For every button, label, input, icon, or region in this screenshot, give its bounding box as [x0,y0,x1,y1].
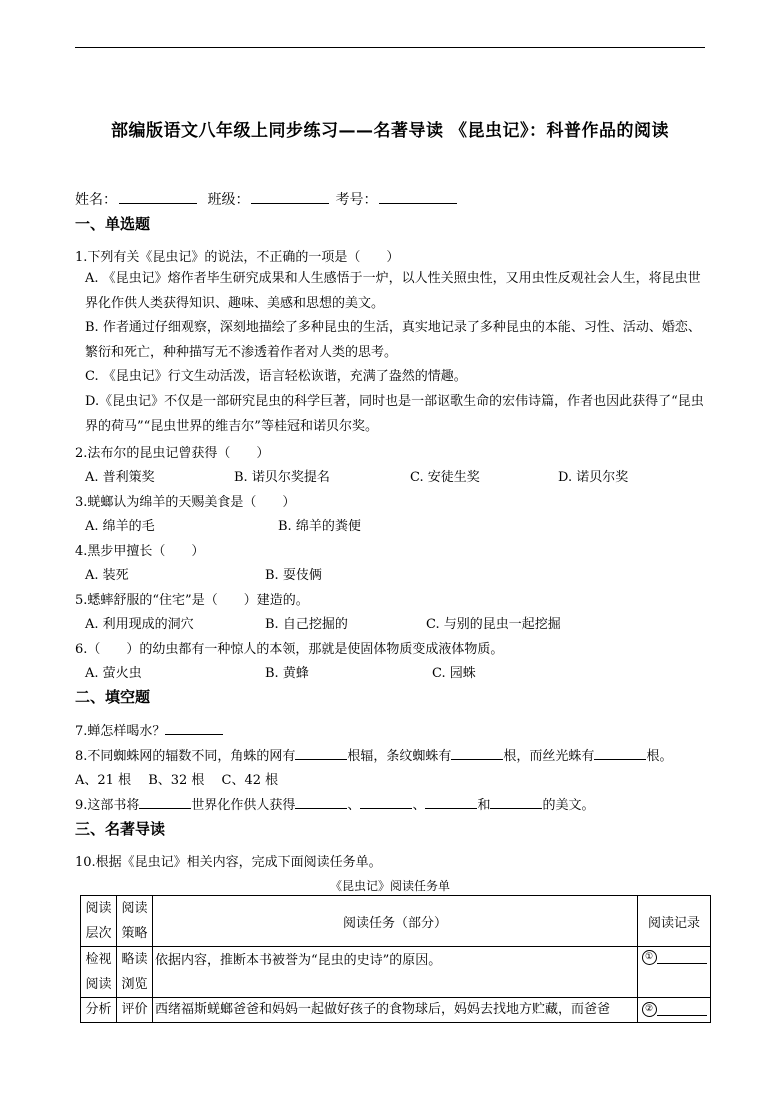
question-1-option-d: D.《昆虫记》不仅是一部研究昆虫的科学巨著，同时也是一部讴歌生命的宏伟诗篇，作者也因此获得了“昆虫界的荷马”“昆虫世界的维吉尔”等桂冠和诺贝尔奖。 [85,394,704,434]
question-9-text: 和 [477,798,491,813]
answer-blank[interactable] [594,747,646,760]
question-4-option-b: B. 耍伎俩 [265,568,322,583]
row-task: 西绪福斯蜣螂爸爸和妈妈一起做好孩子的食物球后，妈妈去找地方贮藏，而爸爸 [153,998,638,1023]
class-label: 班级： [207,192,250,208]
question-2-option-a: A. 普利策奖 [85,470,155,485]
reading-task-table [80,895,711,1023]
table-row [81,947,711,998]
answer-blank[interactable] [657,951,707,964]
question-7 [75,720,223,739]
question-8-text: 根，而丝光蛛有 [503,749,595,764]
question-7-text: 7.蝉怎样喝水？ [75,724,166,739]
table-row [81,998,711,1023]
table-header-row [81,896,711,947]
question-6-stem: 6.（ ）的幼虫都有一种惊人的本领，那就是使固体物质变成液体物质。 [75,642,504,657]
header-rule [75,47,705,48]
row-level: 分析 [81,998,117,1023]
question-3-stem: 3.蜣螂认为绵羊的天赐美食是（ ） [75,495,296,510]
page-title: 部编版语文八年级上同步练习——名著导读 《昆虫记》：科普作品的阅读 [111,121,669,141]
answer-blank[interactable] [451,747,503,760]
question-9-text: 、 [412,798,426,813]
class-blank[interactable] [251,191,329,204]
student-info [75,189,463,209]
answer-blank[interactable] [139,796,191,809]
answer-blank[interactable] [295,796,347,809]
question-6-option-c: C. 园蛛 [432,666,476,681]
name-label: 姓名： [75,192,117,208]
header-strategy: 阅读策略 [117,896,153,947]
question-2-option-b: B. 诺贝尔奖提名 [234,470,330,485]
row-record[interactable] [638,998,711,1023]
question-5-stem: 5.蟋蟀舒服的“住宅”是（ ）建造的。 [75,593,309,608]
question-8-text: 根辐，条纹蜘蛛有 [347,749,452,764]
section-heading-fill-blank: 二、填空题 [75,688,151,706]
record-number: ① [642,950,657,965]
question-2-option-c: C. 安徒生奖 [410,470,480,485]
table-caption: 《昆虫记》阅读任务单 [329,879,450,893]
header-level: 阅读层次 [81,896,117,947]
answer-blank[interactable] [295,747,347,760]
question-9-text: 9.这部书将 [75,798,140,813]
question-8-text: 根。 [646,749,673,764]
question-1-option-b: B. 作者通过仔细观察，深刻地描绘了多种昆虫的生活，真实地记录了多种昆虫的本能、习性、活动、婚恋、繁衍和死亡，种种描写无不渗透着作者对人类的思考。 [85,320,701,360]
question-9 [75,794,594,813]
question-8 [75,745,672,764]
question-4-stem: 4.黑步甲擅长（ ） [75,544,205,559]
header-record: 阅读记录 [638,896,711,947]
question-3-option-b: B. 绵羊的粪便 [278,519,361,534]
row-level: 检视阅读 [81,947,117,998]
question-6-option-a: A. 萤火虫 [85,666,142,681]
question-9-text: 、 [347,798,361,813]
question-10-stem: 10.根据《昆虫记》相关内容，完成下面阅读任务单。 [75,855,382,870]
question-3-option-a: A. 绵羊的毛 [85,519,155,534]
row-record[interactable] [638,947,711,998]
exam-label: 考号： [335,192,378,208]
record-number: ② [642,1002,657,1017]
answer-blank[interactable] [165,722,223,735]
question-5-option-b: B. 自己挖掘的 [265,617,348,632]
answer-blank[interactable] [490,796,542,809]
question-9-text: 的美文。 [542,798,595,813]
question-1-option-a: A. 《昆虫记》熔作者毕生研究成果和人生感悟于一炉，以人性关照虫性，又用虫性反观社会人生，将昆虫世界化作供人类获得知识、趣味、美感和思想的美文。 [85,271,701,311]
question-1-stem: 1.下列有关《昆虫记》的说法，不正确的一项是（ ） [75,250,400,265]
row-task: 依据内容，推断本书被誉为“昆虫的史诗”的原因。 [153,947,638,998]
question-5-option-a: A. 利用现成的洞穴 [85,617,194,632]
question-1-option-c: C. 《昆虫记》行文生动活泼，语言轻松诙谐，充满了盎然的情趣。 [85,369,467,384]
section-heading-single-choice: 一、单选题 [75,215,151,233]
answer-blank[interactable] [657,1003,707,1016]
question-8-text: 8.不同蜘蛛网的辐数不同，角蛛的网有 [75,749,296,764]
row-strategy: 评价 [117,998,153,1023]
answer-blank[interactable] [425,796,477,809]
section-heading-reading: 三、名著导读 [75,820,166,838]
answer-blank[interactable] [360,796,412,809]
row-strategy: 略读浏览 [117,947,153,998]
question-6-option-b: B. 黄蜂 [265,666,309,681]
question-8-choices: A、21 根 B、32 根 C、42 根 [75,773,279,788]
exam-blank[interactable] [379,191,457,204]
question-5-option-c: C. 与别的昆虫一起挖掘 [426,617,561,632]
header-task: 阅读任务（部分） [153,896,638,947]
question-4-option-a: A. 装死 [85,568,129,583]
question-2-option-d: D. 诺贝尔奖 [558,470,629,485]
question-2-stem: 2.法布尔的昆虫记曾获得（ ） [75,446,270,461]
question-9-text: 世界化作供人获得 [191,798,296,813]
name-blank[interactable] [119,191,197,204]
